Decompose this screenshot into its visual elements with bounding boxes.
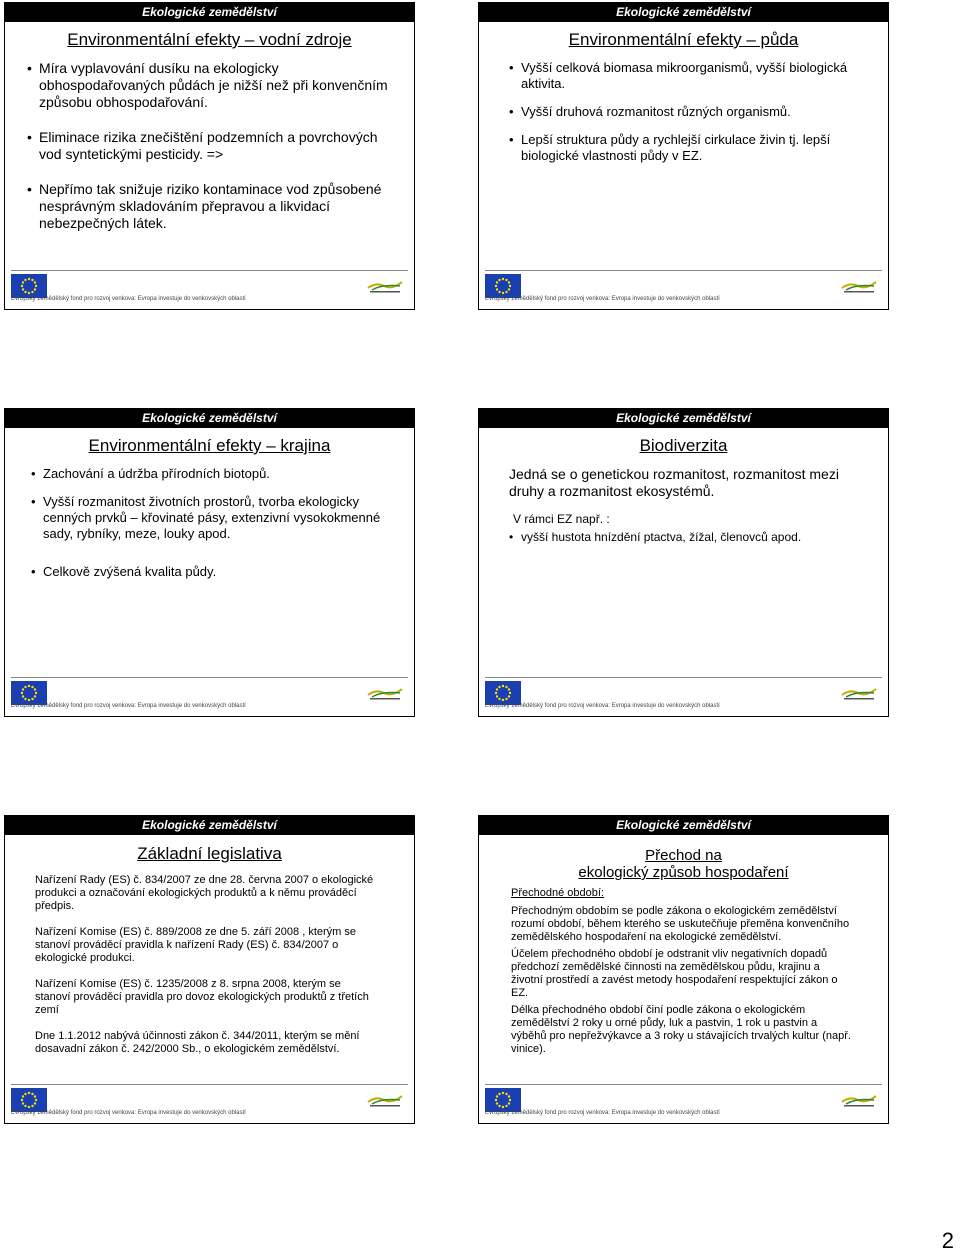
leader-logo-icon (840, 1086, 878, 1108)
bullet-item: • Nepřímo tak snižuje riziko kontaminace vod způsobené nesprávným skladováním přepravou a likvidací nebezpečných látek. (27, 181, 394, 232)
bullet-item: • Vyšší rozmanitost životních prostorů, tvorba ekologicky cenných prvků – křovinaté pásy, extenzivní vysokokmenné sady, rybníky, meze, louky apod. (31, 494, 394, 542)
legislation-paragraph: Dne 1.1.2012 nabývá účinnosti zákon č. 344/2011, kterým se mění dosavadní zákon č. 242/2000 Sb., o ekologickém zemědělství. (35, 1030, 360, 1055)
sub-heading: V rámci EZ např. : (513, 512, 610, 526)
footer-text: Evropský zemědělský fond pro rozvoj venkova: Evropa investuje do venkovských oblastí (11, 296, 246, 302)
bullet-item: • Míra vyplavování dusíku na ekologicky obhospodařovaných půdách je nižší než při konvenčním způsobu obhospodařování. (27, 60, 394, 111)
bullet-item: • Lepší struktura půdy a rychlejší cirkulace živin tj. lepší biologické vlastnosti půdy v EZ. (509, 132, 858, 164)
slide-water (4, 2, 415, 310)
footer-text: Evropský zemědělský fond pro rozvoj venkova: Evropa investuje do venkovských oblastí (11, 1110, 246, 1116)
slide-header: Ekologické zemědělství (479, 816, 888, 835)
bullet-item: • vyšší hustota hnízdění ptactva, žížal, členovců apod. (509, 530, 858, 544)
intro-text: Jedná se o genetickou rozmanitost, rozmanitost mezi druhy a rozmanitost ekosystémů. (509, 466, 839, 499)
slide-title: Environmentální efekty – krajina (88, 436, 331, 455)
slide-landscape (4, 408, 415, 717)
slide-footer (485, 677, 882, 710)
slide-legislation (4, 815, 415, 1124)
bullet-item: • Celkově zvýšená kvalita půdy. (31, 564, 394, 580)
leader-logo-icon (840, 679, 878, 701)
legislation-paragraph: Nařízení Komise (ES) č. 889/2008 ze dne 5. září 2008 , kterým se stanoví prováděcí pravidla k nařízení Rady (ES) č. 834/2007 o ekologické produkci. (35, 926, 356, 964)
slide-header: Ekologické zemědělství (5, 409, 414, 428)
slide-soil (478, 2, 889, 310)
bullet-item: • Vyšší druhová rozmanitost různých organismů. (509, 104, 858, 120)
slide-title: Environmentální efekty – vodní zdroje (67, 30, 352, 49)
slide-footer (11, 270, 408, 303)
slide-footer (485, 1084, 882, 1117)
slide-footer (11, 677, 408, 710)
slide-footer (485, 270, 882, 303)
legislation-paragraph: Nařízení Rady (ES) č. 834/2007 ze dne 28. června 2007 o ekologické produkci a označování ekologických produktů a k němu prováděcí předpis. (35, 874, 374, 912)
slide-header: Ekologické zemědělství (5, 816, 414, 835)
slide-header: Ekologické zemědělství (5, 3, 414, 22)
footer-text: Evropský zemědělský fond pro rozvoj venkova: Evropa investuje do venkovských oblastí (485, 703, 720, 709)
sub-heading: Přechodné období: (511, 887, 604, 899)
slide-title: Základní legislativa (137, 844, 282, 863)
slide-title: Environmentální efekty – půda (568, 30, 799, 49)
footer-text: Evropský zemědělský fond pro rozvoj venkova: Evropa investuje do venkovských oblastí (11, 703, 246, 709)
slide-header: Ekologické zemědělství (479, 409, 888, 428)
bullet-item: • Vyšší celková biomasa mikroorganismů, vyšší biologická aktivita. (509, 60, 858, 92)
slide-transition (478, 815, 889, 1124)
leader-logo-icon (840, 272, 878, 294)
transition-paragraph: Přechodným obdobím se podle zákona o ekologickém zemědělství rozumí období, během kterého se uskutečňuje přeměna konvenčního zemědělského hospodaření na ekologické zemědělství. (511, 905, 850, 943)
transition-paragraph: Délka přechodného období činí podle zákona o ekologickém zemědělství 2 roky u orné půdy, luk a pastvin, 1 rok u pastvin a výběhů pro nepřežvýkavce a 3 roky u stávajících trvalých kultur (např. vinice). (511, 1004, 851, 1055)
slide-biodiversity (478, 408, 889, 717)
leader-logo-icon (366, 1086, 404, 1108)
bullet-item: • Zachování a údržba přírodních biotopů. (31, 466, 394, 482)
slide-title: Biodiverzita (639, 436, 728, 455)
page-number: 2 (941, 1228, 954, 1253)
slide-footer (11, 1084, 408, 1117)
leader-logo-icon (366, 679, 404, 701)
footer-text: Evropský zemědělský fond pro rozvoj venkova: Evropa investuje do venkovských oblastí (485, 296, 720, 302)
slide-title-line: Přechod na (645, 847, 722, 864)
slide-title-line: ekologický způsob hospodaření (578, 864, 789, 881)
leader-logo-icon (366, 272, 404, 294)
transition-paragraph: Účelem přechodného období je odstranit vliv negativních dopadů předchozí zemědělské činnosti na zemědělskou půdu, krajinu a životní prostředí a zavést metody hospodaření respektující zákon o EZ. (511, 948, 838, 999)
footer-text: Evropský zemědělský fond pro rozvoj venkova: Evropa investuje do venkovských oblastí (485, 1110, 720, 1116)
slide-title (479, 847, 888, 881)
bullet-item: • Eliminace rizika znečištění podzemních a povrchových vod syntetickými pesticidy. => (27, 129, 394, 163)
slide-header: Ekologické zemědělství (479, 3, 888, 22)
legislation-paragraph: Nařízení Komise (ES) č. 1235/2008 z 8. srpna 2008, kterým se stanoví prováděcí pravidla pro dovoz ekologických produktů z třetích zemí (35, 978, 369, 1016)
